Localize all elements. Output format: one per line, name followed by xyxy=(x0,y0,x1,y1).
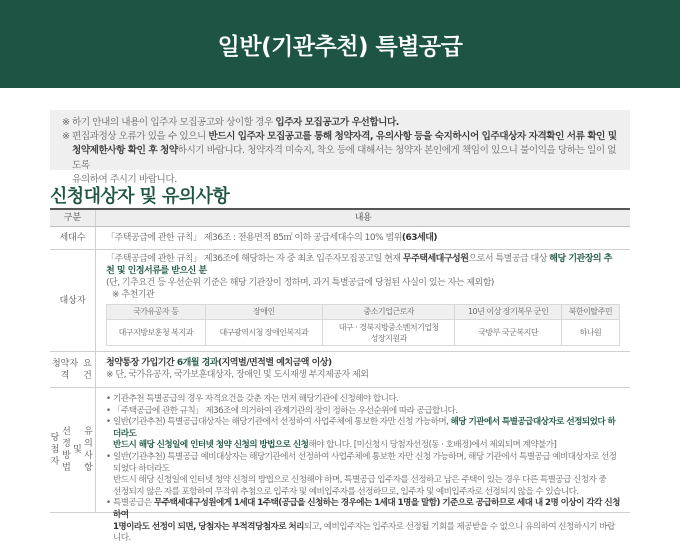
text-segment: 선정되지 않은 자를 포함하여 무작위 추첨으로 입주자 및 예비입주자를 선정하므로, 입주자 및 예비입주자로 선정되지 않을 수 있습니다. xyxy=(113,486,579,497)
row-selection-label-line: 당첨자 xyxy=(50,433,60,467)
bullet-icon: • xyxy=(106,405,111,416)
list-item xyxy=(106,475,620,487)
agency-category: 장애인 xyxy=(205,305,323,320)
text-segment: 특별공급은 xyxy=(113,498,154,509)
row-target xyxy=(50,250,630,352)
agency-name xyxy=(455,320,562,346)
row-eligibility-content xyxy=(96,352,630,387)
agency-name xyxy=(205,320,323,346)
row-eligibility xyxy=(50,352,630,388)
table-header-row xyxy=(50,210,630,227)
list-item xyxy=(106,452,620,475)
text-segment: 「주택공급에 관한 규칙」 제36조에 해당하는 자 중 최초 입주자모집공고일 현재 xyxy=(106,254,403,264)
row-target-content xyxy=(96,250,630,351)
text-segment: 해야 합니다. [미신청시 당첨자선정(동 · 호배정)에서 제외되며 계약불가] xyxy=(308,440,557,451)
agency-label: ※ 추천기관 xyxy=(112,290,155,300)
list-item xyxy=(106,394,620,406)
target-description xyxy=(106,253,620,277)
agency-name-line: 대구 · 경북지방중소벤처기업청 xyxy=(338,322,439,332)
agency-category: 북한이탈주민 xyxy=(561,305,619,320)
text-segment: 입주자 모집공고가 우선합니다. xyxy=(275,117,399,128)
text-segment: 「주택공급에 관한 규칙」 제36조 : 전용면적 85㎡ 이하 공급세대수의 10% 범위 xyxy=(106,233,402,243)
reference-mark: ※ xyxy=(62,131,70,143)
row-household xyxy=(50,227,630,250)
row-household-content xyxy=(96,227,630,249)
row-selection xyxy=(50,388,630,544)
text-segment: 해당 기관에서 특별공급대상자로 선정되었다 하더라도 xyxy=(113,417,616,439)
list-item xyxy=(106,522,620,545)
header-category: 구분 xyxy=(50,210,96,226)
row-household-label: 세대수 xyxy=(50,227,96,249)
text-segment: 일반(기관추천) 특별공급 예비대상자는 해당기관에서 선정하여 사업주체에 통보한 자만 신청 가능하며, 해당 기관에서 특별공급 예비대상자로 선정되었다 하더라도 xyxy=(113,451,617,474)
list-item xyxy=(106,498,620,521)
text-segment: 청약제한사항 확인 후 청약 xyxy=(72,145,178,157)
household-text xyxy=(106,233,437,243)
agency-name xyxy=(561,320,619,346)
page-title: 일반(기관추천) 특별공급 xyxy=(217,33,463,60)
text-segment: (63세대) xyxy=(401,233,438,243)
notice-line xyxy=(62,116,620,130)
agency-name-line: 대구광역시청 장애인복지과 xyxy=(219,328,309,337)
text-segment: 무주택세대구성원 xyxy=(402,254,469,264)
text-segment: 기관추천 특별공급의 경우 자격요건을 갖춘 자는 먼저 해당기관에 신청해야 합니다. xyxy=(113,394,399,404)
text-segment: 하기 안내의 내용이 입주자 모집공고와 상이할 경우 xyxy=(72,117,276,128)
text-segment: 반드시 입주자 모집공고를 통해 청약자격, 유의사항 등을 숙지하시어 입주대상자 자격확인 서류 확인 및 xyxy=(208,131,617,143)
row-selection-label-line: 선정방법 xyxy=(62,427,71,473)
notice-line xyxy=(62,130,620,144)
section-title: 신청대상자 및 유의사항 xyxy=(50,186,230,207)
list-item xyxy=(106,487,620,499)
text-segment: 1명이라도 선정이 되면, 당첨자는 부적격당첨자로 처리 xyxy=(113,521,304,532)
agency-name-line: 하나원 xyxy=(579,328,602,337)
row-selection-label-line: 유의사항 xyxy=(84,427,93,473)
list-item xyxy=(106,417,620,440)
bullet-icon: • xyxy=(106,394,111,404)
agency-value-row xyxy=(107,320,620,346)
text-segment: 하시기 바랍니다. 청약자격 미숙지, 착오 등에 대해서는 청약자 본인에게 책임이 있으니 불이익을 당하는 일이 없도록 xyxy=(72,145,617,171)
agency-header-row xyxy=(107,305,620,320)
agency-name-line: 대구지방보훈청 복지과 xyxy=(118,328,193,337)
text-segment: 일반(기관추천) 특별공급대상자는 해당기관에서 선정하여 사업주체에 통보한 자만 신청 가능하며, xyxy=(113,417,451,428)
text-segment: 「주택공급에 관한 규칙」 제36조에 의거하여 관계기관의 장이 정하는 우선순위에 따라 공급합니다. xyxy=(113,405,458,416)
row-target-label: 대상자 xyxy=(50,250,96,351)
target-note: (단, 기추요건 등 우선순위 기준은 해당 기관장이 정하며, 과거 특별공급에 당첨된 사실이 있는 자는 제외함) xyxy=(106,278,494,288)
row-selection-label-line: 및 xyxy=(73,445,82,455)
text-segment: 으로서 특별공급 대상 xyxy=(468,254,550,264)
notice-line xyxy=(62,144,620,172)
text-segment: 편집과정상 오류가 있을 수 있으니 xyxy=(72,131,209,143)
agency-category: 국가유공자 등 xyxy=(107,305,206,320)
agency-name xyxy=(323,320,455,346)
row-eligibility-label-line: 청약자격 xyxy=(51,358,79,381)
text-segment: 되고, 예비입주자는 입주자로 선정될 기회를 제공받을 수 없으니 유의하여 신청하시기 바랍니다. xyxy=(113,521,615,544)
text-segment: 유의하여 주시기 바랍니다. xyxy=(72,173,177,185)
reference-mark: ※ xyxy=(62,117,70,128)
text-segment: 반드시 해당 신청일에 인터넷 청약 신청의 방법으로 신청 xyxy=(113,440,309,451)
agency-category: 10년 이상 장기복무 군인 xyxy=(455,305,562,320)
row-eligibility-label xyxy=(50,352,96,387)
list-item xyxy=(106,406,620,418)
text-segment: 반드시 해당 신청일에 인터넷 청약 신청의 방법으로 신청해야 하며, 특별공급 입주자를 선정하고 남은 주택이 있는 경우 다른 특별공급 신청자 중 xyxy=(113,475,607,486)
text-segment: (지역별/면적별 예치금액 이상) xyxy=(218,358,332,368)
agency-name xyxy=(107,320,206,346)
list-item xyxy=(106,440,620,452)
eligibility-exception: ※ 단, 국가유공자, 국가보훈대상자, 장애인 및 도시재생 부지제공자 제외 xyxy=(106,370,369,380)
text-segment: 6개월 경과 xyxy=(176,358,218,368)
row-selection-content xyxy=(96,388,630,544)
agency-name-line: 성장지원과 xyxy=(370,333,407,343)
notice-box xyxy=(50,110,630,185)
row-eligibility-label-line: 요건 xyxy=(83,358,92,381)
agency-table xyxy=(106,304,620,346)
text-segment: 해당 기관장의 추천 및 인정서류를 받으신 분 xyxy=(106,254,612,276)
header-content: 내용 xyxy=(354,213,372,223)
info-table xyxy=(50,208,630,544)
bullet-icon: • xyxy=(106,451,111,462)
text-segment: 청약통장 가입기간 xyxy=(106,358,177,368)
eligibility-requirement xyxy=(106,357,620,369)
agency-category: 중소기업근로자 xyxy=(323,305,455,320)
text-segment: 무주택세대구성원에게 1세대 1주택(공급을 신청하는 경우에는 1세대 1명을 말함) 기준으로 공급하므로 세대 내 2명 이상이 각각 신청하여 xyxy=(113,498,620,520)
bullet-icon: • xyxy=(106,417,111,428)
row-selection-label xyxy=(50,388,96,512)
bullet-icon: • xyxy=(106,498,111,509)
header-banner xyxy=(0,0,680,88)
agency-name-line: 국방부 국군복지단 xyxy=(478,328,539,337)
